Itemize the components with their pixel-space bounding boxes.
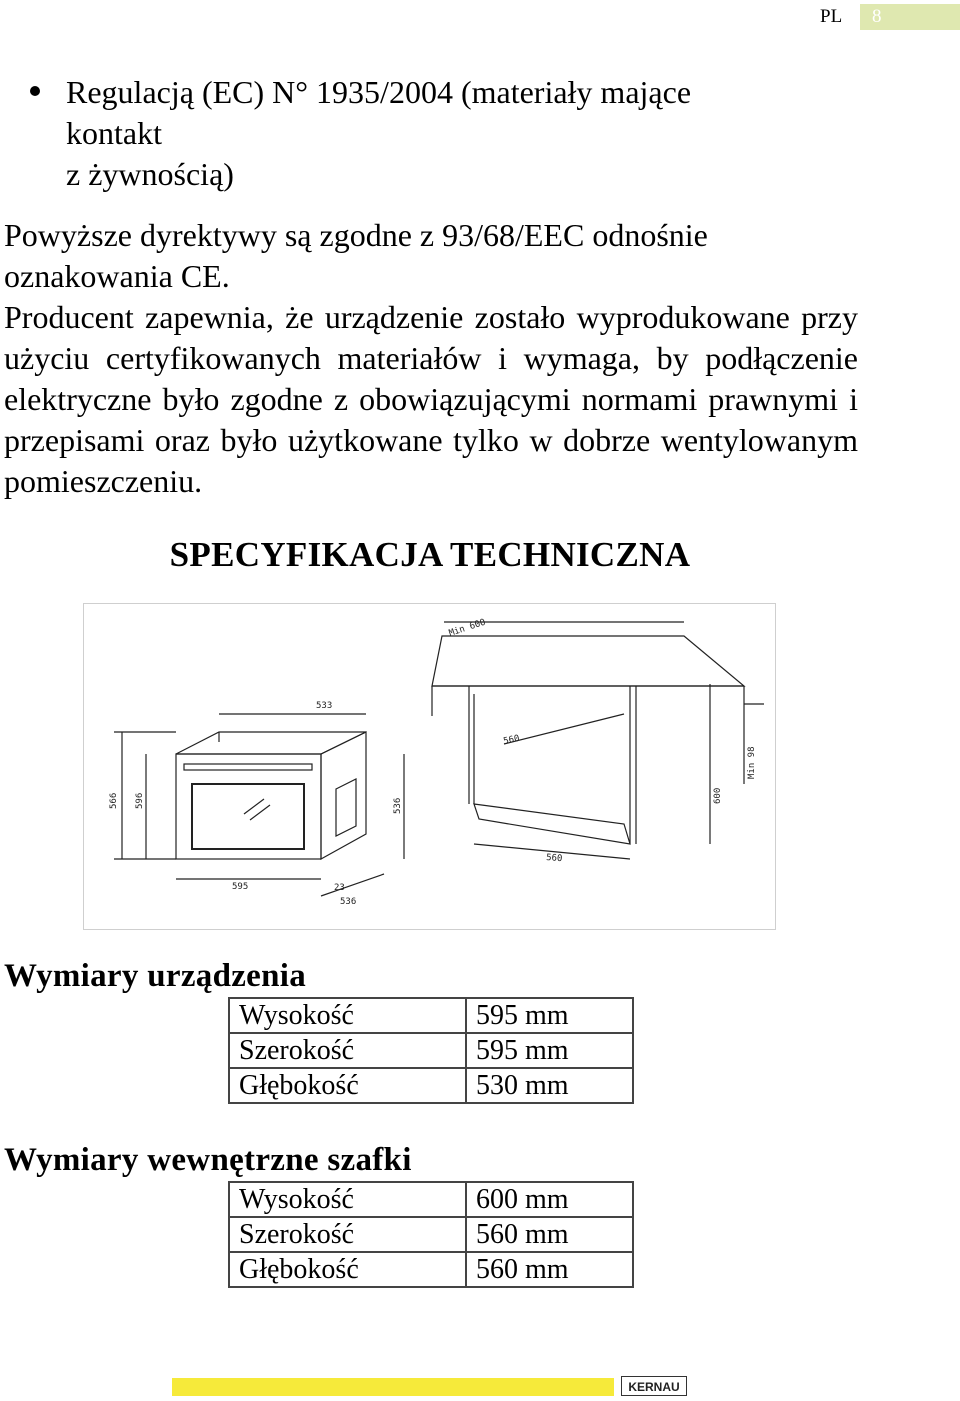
bullet-line-1: Regulacją (EC) N° 1935/2004 (materiały mające [66,74,692,110]
bullet-icon [30,86,40,96]
installation-diagram [83,603,776,930]
label-base-width: 595 [232,882,249,892]
dim-label: Wysokość [229,998,466,1033]
label-min-width: Min 600 [447,617,488,639]
label-cabinet-width: 560 [545,853,563,865]
dim-label: Szerokość [229,1033,466,1068]
dim-label: Głębokość [229,1252,466,1287]
table-row [229,1068,633,1103]
directive-line-2: oznakowania CE. [4,258,230,294]
language-label: PL [820,6,843,27]
footer-bar [172,1378,614,1396]
bullet-line-3: z żywnością) [66,156,234,192]
dim-value: 595 mm [466,998,633,1033]
dim-value: 600 mm [466,1182,633,1217]
label-cabinet-depth: 560 [502,733,521,747]
label-depth: 536 [340,897,357,907]
device-dims-table [228,997,634,1104]
cabinet-dims-table [228,1181,634,1288]
cabinet-dims-title: Wymiary wewnętrzne szafki [4,1142,412,1178]
label-cabinet-height: 600 [713,787,723,804]
brand-logo: KERNAU [621,1376,687,1396]
dim-label: Wysokość [229,1182,466,1217]
spec-title: SPECYFIKACJA TECHNICZNA [169,535,691,574]
device-dims-title: Wymiary urządzenia [4,958,307,994]
table-row [229,1182,633,1217]
page-number: 8 [860,4,960,30]
dim-label: Głębokość [229,1068,466,1103]
directive-line-1: Powyższe dyrektywy są zgodne z 93/68/EEC odnośnie [4,217,708,253]
label-min-gap: Min 98 [747,746,757,779]
dim-value: 595 mm [466,1033,633,1068]
dim-value: 560 mm [466,1217,633,1252]
table-row [229,1252,633,1287]
label-height-side: 536 [393,797,403,814]
label-top-width: 533 [316,701,333,711]
table-row [229,1217,633,1252]
manufacturer-paragraph: Producent zapewnia, że urządzenie zostało wyprodukowane przy użyciu certyfikowanych materiałów i wymaga, by podłączenie elektryczne było zgodne z obowiązującymi normami prawnymi i przepisami oraz było użytkowane tylko w dobrze wentylowanym pomieszczeniu. [4,299,858,499]
table-row [229,998,633,1033]
label-height-outer: 566 [109,792,119,809]
dim-value: 560 mm [466,1252,633,1287]
dim-value: 530 mm [466,1068,633,1103]
directive-paragraph [4,215,858,297]
bullet-item [30,72,790,195]
dim-label: Szerokość [229,1217,466,1252]
label-door: 23 [334,883,345,893]
bullet-line-2: kontakt [66,115,162,151]
table-row [229,1033,633,1068]
diagram-drawing [84,604,777,931]
label-height-front: 596 [135,792,145,809]
